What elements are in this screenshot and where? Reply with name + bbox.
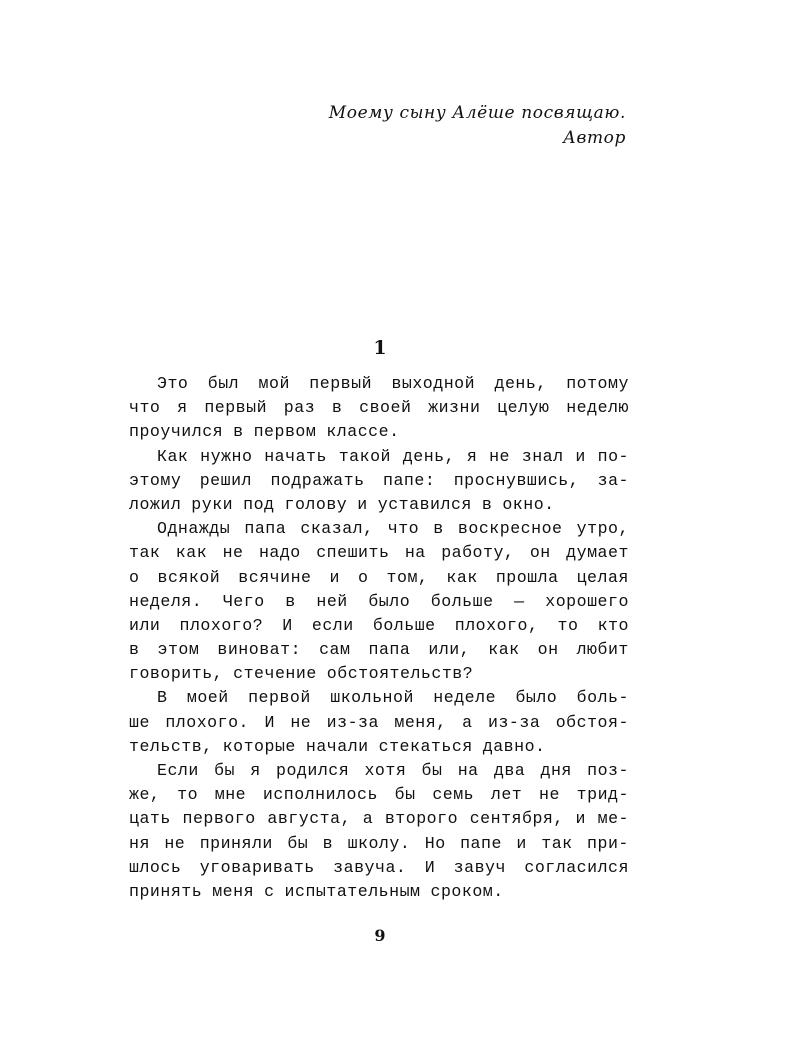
text-line: ложил руки под голову и уставился в окно. (129, 494, 555, 514)
text-line: В моей первой школьной неделе было боль- (157, 688, 629, 708)
chapter-number: 1 (373, 337, 387, 359)
text-line: неделя. Чего в ней было больше — хорошего (129, 591, 629, 611)
text-line: в этом виноват: сам папа или, как он любит (129, 640, 629, 660)
text-line: этому решил подражать папе: проснувшись, за- (129, 470, 629, 490)
paragraph (129, 517, 629, 686)
text-line: ня не приняли бы в школу. Но папе и так при- (129, 833, 629, 853)
text-line: Как нужно начать такой день, я не знал и по- (157, 446, 629, 466)
text-line: говорить, стечение обстоятельств? (129, 664, 474, 684)
text-line: Однажды папа сказал, что в воскресное утро, (157, 519, 629, 539)
text-line: так как не надо спешить на работу, он думает (129, 543, 629, 563)
epigraph-dedication: Моему сыну Алёше посвящаю. (328, 103, 626, 123)
epigraph (329, 101, 626, 151)
paragraph (129, 372, 629, 445)
page-number: 9 (374, 926, 386, 945)
text-line: Это был мой первый выходной день, потому (157, 374, 629, 393)
text-line: цать первого августа, а второго сентября, и ме- (129, 809, 629, 829)
text-line: проучился в первом классе. (129, 422, 400, 442)
text-line: о всякой всячине и о том, как прошла целая (129, 567, 629, 587)
text-line: что я первый раз в своей жизни целую неделю (129, 398, 629, 418)
text-line: или плохого? И если больше плохого, то кто (129, 615, 629, 635)
chapter-text (129, 372, 629, 904)
text-line: тельств, которые начали стекаться давно. (129, 736, 546, 756)
text-line: ше плохого. И не из-за меня, а из-за обстоя- (129, 712, 629, 732)
paragraph (129, 759, 629, 904)
paragraph (129, 686, 629, 759)
text-line: принять меня с испытательным сроком. (129, 881, 504, 901)
epigraph-signature: Автор (562, 128, 626, 148)
text-line: Если бы я родился хотя бы на два дня поз- (157, 761, 629, 780)
text-line: же, то мне исполнилось бы семь лет не трид- (129, 785, 629, 805)
paragraph (129, 445, 629, 518)
text-line: шлось уговаривать завуча. И завуч согласился (129, 857, 629, 877)
